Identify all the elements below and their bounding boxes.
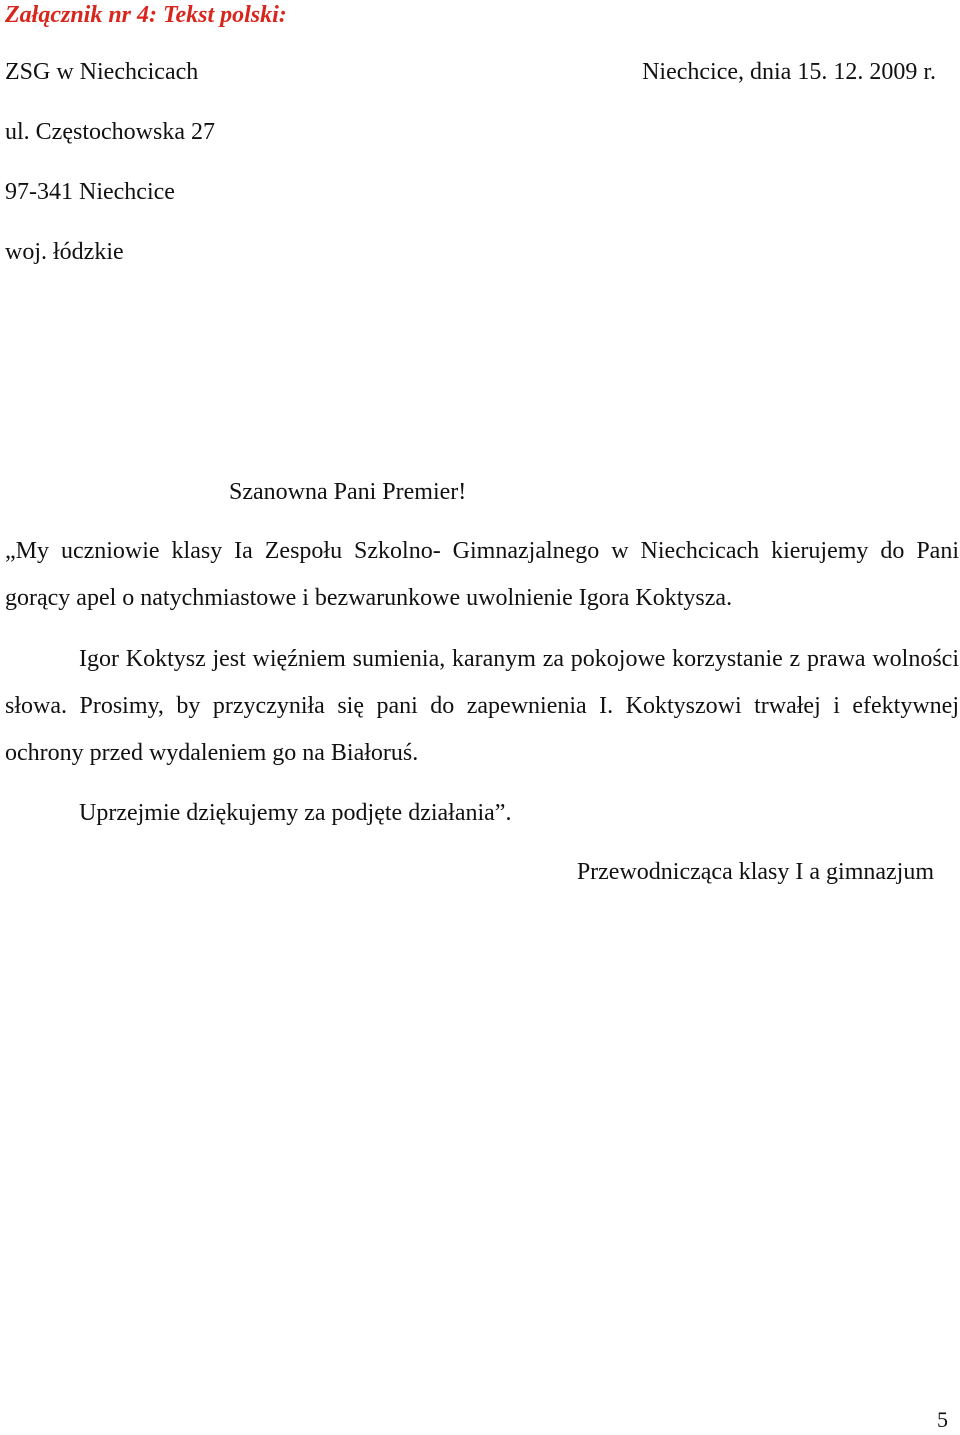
closing-thanks: Uprzejmie dziękujemy za podjęte działania”. [79,800,512,826]
attachment-heading: Załącznik nr 4: Tekst polski: [5,2,287,28]
page-number: 5 [937,1407,948,1432]
signature: Przewodnicząca klasy I a gimnazjum [576,859,934,885]
sender-street: ul. Częstochowska 27 [5,119,215,145]
sender-name: ZSG w Niechcicach [5,59,199,85]
body-paragraph-2: Igor Koktysz jest więźniem sumienia, karanym za pokojowe korzystanie z prawa wolności słowa. Prosimy, by przyczyniła się pani do zapewnienia I. Koktyszowi trwałej i efektywnej ochrony przed wydaleniem go na Białoruś. [5,646,959,766]
body-paragraph-1: „My uczniowie klasy Ia Zespołu Szkolno- Gimnazjalnego w Niechcicach kierujemy do Pani gorący apel o natychmiastowe i bezwarunkowe uwolnienie Igora Koktysza. [5,538,959,611]
sender-province: woj. łódzkie [5,239,124,265]
letter-date: Niechcice, dnia 15. 12. 2009 r. [642,59,936,85]
salutation: Szanowna Pani Premier! [229,479,467,505]
sender-city: 97-341 Niechcice [5,179,175,205]
